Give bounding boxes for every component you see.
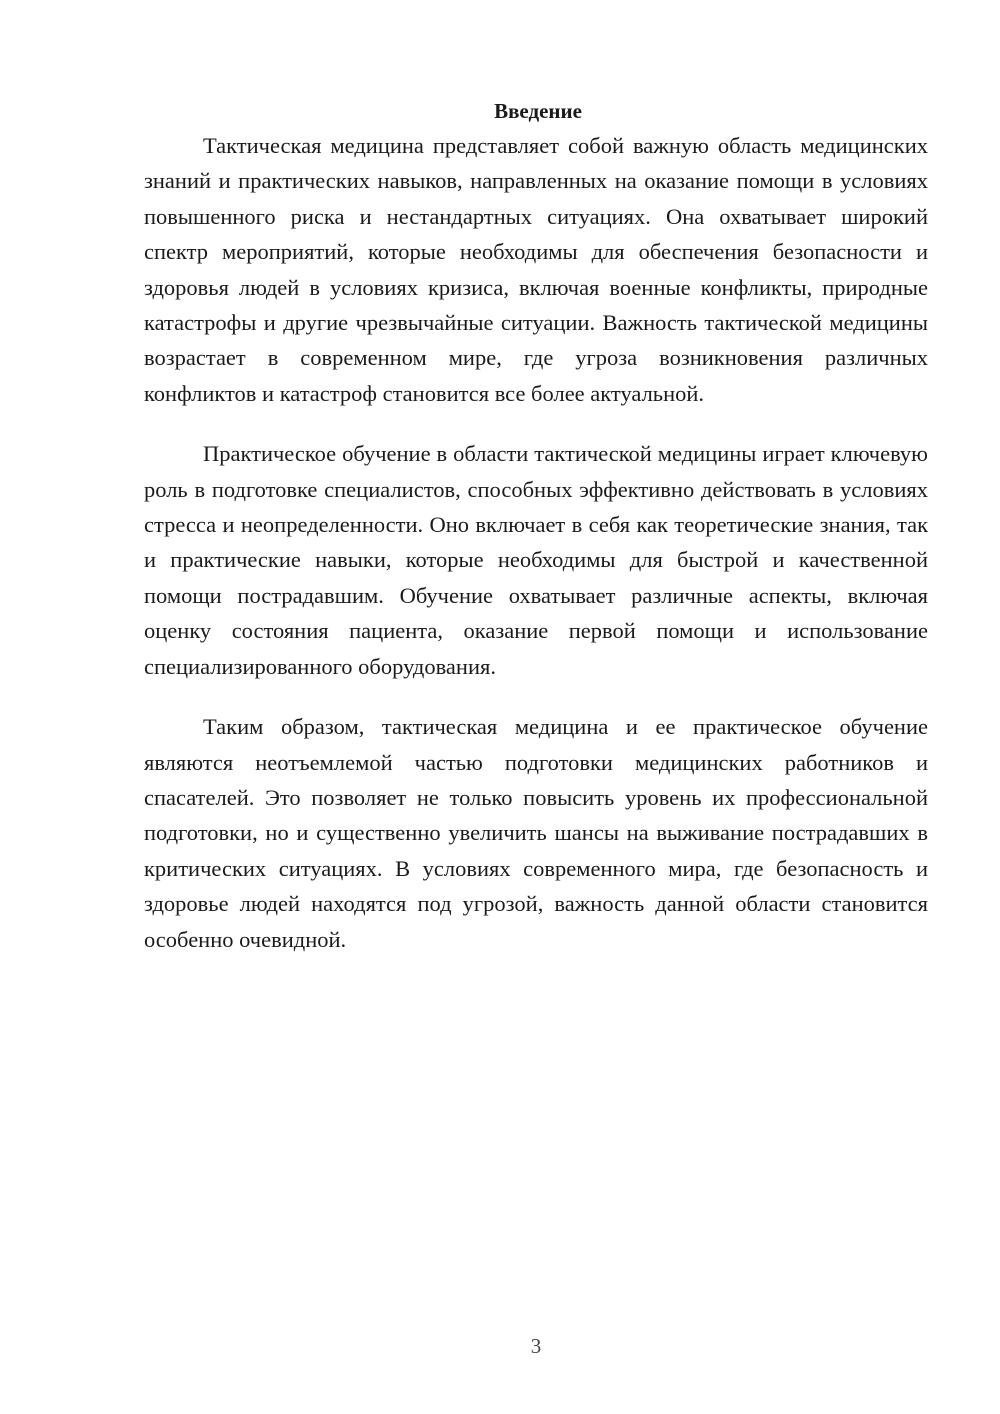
page-number: 3 (530, 1334, 542, 1358)
section-heading: Введение (494, 99, 582, 123)
paragraph-2: Практическое обучение в области тактической медицины играет ключевую роль в подготовке специалистов, способных эффективно действовать в условиях стресса и неопределенности. Оно включает в себя как теоретические знания, так и практические навыки, которые необходимы для быстрой и качественной помощи пострадавшим. Обучение охватывает различные аспекты, включая оценку состояния пациента, оказание первой помощи и использование специализированного оборудования. (144, 441, 928, 679)
page-content (144, 96, 928, 982)
paragraph-1: Тактическая медицина представляет собой важную область медицинских знаний и практических навыков, направленных на оказание помощи в условиях повышенного риска и нестандартных ситуациях. Она охватывает широкий спектр мероприятий, которые необходимы для обеспечения безопасности и здоровья людей в условиях кризиса, включая военные конфликты, природные катастрофы и другие чрезвычайные ситуации. Важность тактической медицины возрастает в современном мире, где угроза возникновения различных конфликтов и катастроф становится все более актуальной. (144, 133, 928, 406)
paragraph-3: Таким образом, тактическая медицина и ее практическое обучение являются неотъемлемой частью подготовки медицинских работников и спасателей. Это позволяет не только повысить уровень их профессиональной подготовки, но и существенно увеличить шансы на выживание пострадавших в критических ситуациях. В условиях современного мира, где безопасность и здоровье людей находятся под угрозой, важность данной области становится особенно очевидной. (144, 714, 928, 952)
